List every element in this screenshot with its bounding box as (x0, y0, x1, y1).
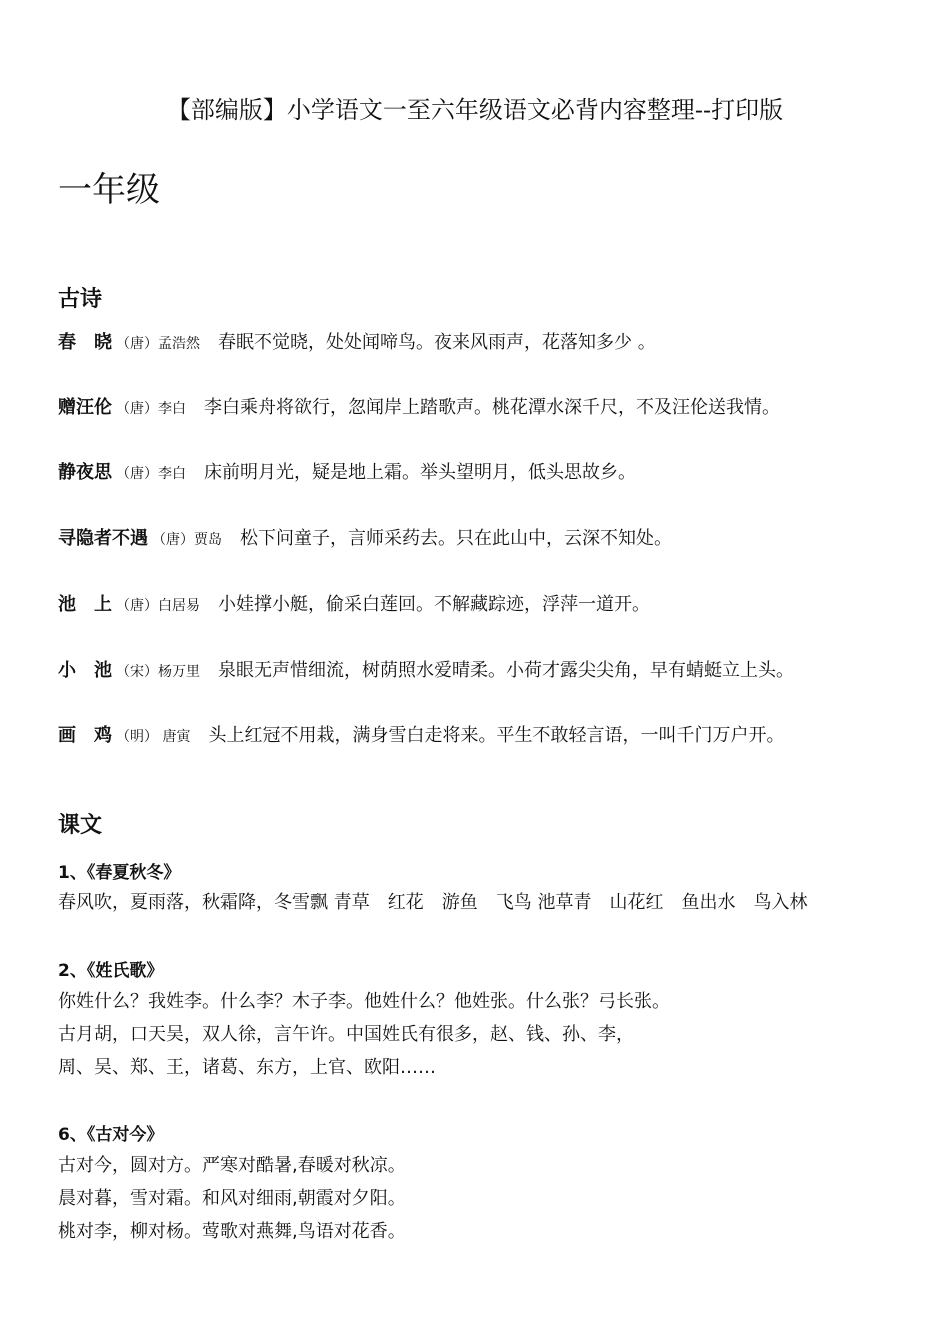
lesson-line: 桃对李，柳对杨。莺歌对燕舞,鸟语对花香。 (58, 1221, 406, 1242)
poem-text: 春眠不觉晓，处处闻啼鸟。夜来风雨声，花落知多少 。 (218, 332, 656, 353)
poem-title: 赠汪伦 (58, 397, 112, 418)
poem-author: （唐）李白 (116, 466, 186, 482)
poem-text: 泉眼无声惜细流，树荫照水爱晴柔。小荷才露尖尖角，早有蜻蜓立上头。 (218, 660, 794, 681)
grade-heading: 一年级 (58, 170, 160, 210)
poem-text: 松下问童子，言师采药去。只在此山中，云深不知处。 (240, 528, 672, 549)
poem-title: 画 鸡 (58, 725, 112, 746)
poem-author: （宋）杨万里 (116, 664, 200, 680)
poem-author: （唐）李白 (116, 401, 186, 417)
poem-text: 床前明月光，疑是地上霜。举头望明月，低头思故乡。 (204, 462, 636, 483)
poem-item (58, 524, 672, 555)
poem-title: 小 池 (58, 660, 112, 681)
poem-author: （明） 唐寅 (116, 729, 191, 745)
poem-author: （唐）贾岛 (152, 532, 222, 548)
lesson-line: 晨对暮，雪对霜。和风对细雨,朝霞对夕阳。 (58, 1188, 406, 1209)
poem-item (58, 393, 780, 424)
poem-title: 春 晓 (58, 332, 112, 353)
lesson-line: 古月胡，口天吴，双人徐，言午许。中国姓氏有很多，赵、钱、孙、李， (58, 1024, 634, 1045)
texts-section-heading: 课文 (58, 813, 103, 838)
poem-item (58, 721, 784, 752)
poem-author: （唐）孟浩然 (116, 336, 200, 352)
poem-item (58, 458, 636, 489)
poem-title: 池 上 (58, 594, 112, 615)
lesson-line: 古对今，圆对方。严寒对酷暑,春暖对秋凉。 (58, 1155, 406, 1176)
lesson-title: 2、《姓氏歌》 (58, 961, 164, 981)
poem-title: 静夜思 (58, 462, 112, 483)
poem-item (58, 590, 650, 621)
poem-item (58, 328, 656, 359)
poem-item (58, 656, 794, 687)
lesson-line: 你姓什么？我姓李。什么李？木子李。他姓什么？他姓张。什么张？弓长张。 (58, 991, 670, 1012)
poem-text: 头上红冠不用栽，满身雪白走将来。平生不敢轻言语，一叫千门万户开。 (208, 725, 785, 746)
poem-text: 李白乘舟将欲行，忽闻岸上踏歌声。桃花潭水深千尺，不及汪伦送我情。 (204, 397, 780, 418)
poem-title: 寻隐者不遇 (58, 528, 148, 549)
lesson-line: 春风吹，夏雨落，秋霜降，冬雪飘 青草 红花 游鱼 飞鸟 池草青 山花红 鱼出水 鸟入林 (58, 892, 808, 913)
poem-text: 小娃撑小艇，偷采白莲回。不解藏踪迹，浮萍一道开。 (218, 594, 650, 615)
lesson-title: 1、《春夏秋冬》 (58, 863, 181, 883)
poem-author: （唐）白居易 (116, 598, 200, 614)
document-title: 【部编版】小学语文一至六年级语文必背内容整理--打印版 (166, 96, 784, 124)
poems-section-heading: 古诗 (58, 287, 103, 312)
lesson-title: 6、《古对今》 (58, 1125, 164, 1145)
lesson-line: 周、吴、郑、王，诸葛、东方，上官、欧阳…… (58, 1057, 436, 1078)
